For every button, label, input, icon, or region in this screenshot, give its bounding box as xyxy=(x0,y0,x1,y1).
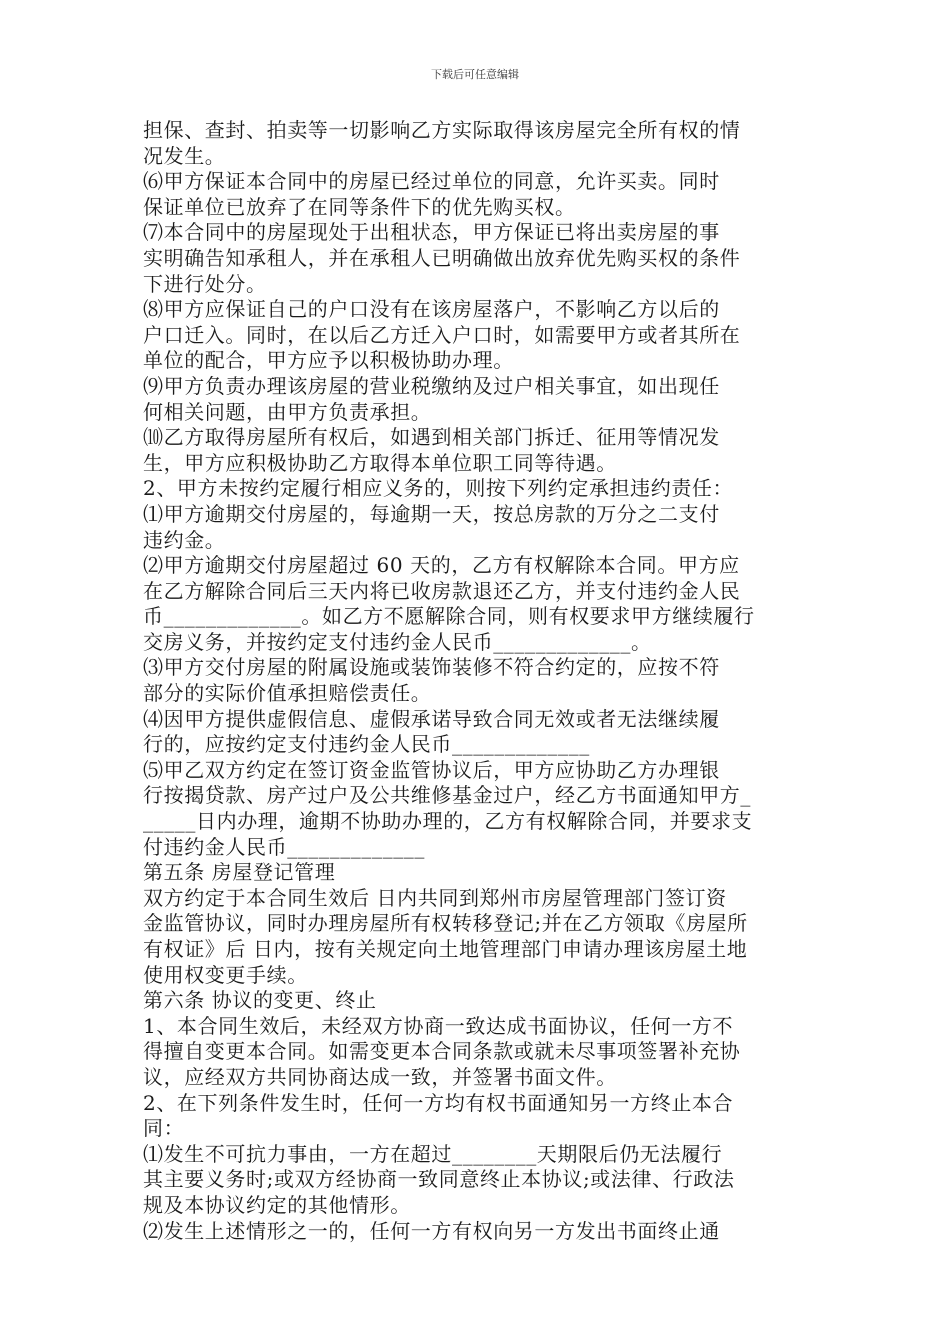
text-line: 部分的实际价值承担赔偿责任。 xyxy=(143,681,432,706)
text-line: ⑴甲方逾期交付房屋的，每逾期一天，按总房款的万分之二支付 xyxy=(143,501,720,526)
text-line: 行按揭贷款、房产过户及公共维修基金过户，经乙方书面通知甲方_ xyxy=(143,783,751,808)
text-line: 双方约定于本合同生效后 日内共同到郑州市房屋管理部门签订资 xyxy=(143,885,727,910)
text-line: 同： xyxy=(143,1116,185,1141)
text-line: ⑺本合同中的房屋现处于出租状态，甲方保证已将出卖房屋的事 xyxy=(143,220,720,245)
text-line: 交房义务，并按约定支付违约金人民币_____________。 xyxy=(143,629,652,654)
text-line: 1、本合同生效后，未经双方协商一致达成书面协议，任何一方不 xyxy=(143,1013,734,1038)
text-line: ⑸甲乙双方约定在签订资金监管协议后，甲方应协助乙方办理银 xyxy=(143,757,720,782)
section-heading: 第六条 协议的变更、终止 xyxy=(143,988,377,1013)
text-line: ⑼甲方负责办理该房屋的营业税缴纳及过户相关事宜，如出现任 xyxy=(143,373,720,398)
text-line: ⑽乙方取得房屋所有权后，如遇到相关部门拆迁、征用等情况发 xyxy=(143,425,720,450)
text-line: ⑹甲方保证本合同中的房屋已经过单位的同意，允许买卖。同时 xyxy=(143,169,720,194)
text-line: _____日内办理，逾期不协助办理的，乙方有权解除合同，并要求支 xyxy=(143,809,753,834)
text-line: 保证单位已放弃了在同等条件下的优先购买权。 xyxy=(143,194,576,219)
text-line: 规及本协议约定的其他情形。 xyxy=(143,1192,411,1217)
page-header: 下载后可任意编辑 xyxy=(431,68,519,81)
text-line: 2、甲方未按约定履行相应义务的，则按下列约定承担违约责任： xyxy=(143,476,734,501)
text-line: 户口迁入。同时，在以后乙方迁入户口时，如需要甲方或者其所在 xyxy=(143,322,741,347)
text-line: ⑵发生上述情形之一的，任何一方有权向另一方发出书面终止通 xyxy=(143,1218,720,1243)
text-line: 得擅自变更本合同。如需变更本合同条款或就未尽事项签署补充协 xyxy=(143,1039,741,1064)
text-line: ⑷因甲方提供虚假信息、虚假承诺导致合同无效或者无法继续履 xyxy=(143,706,720,731)
document-body xyxy=(143,118,808,1244)
text-line: ⑴发生不可抗力事由，一方在超过________天期限后仍无法履行 xyxy=(143,1141,723,1166)
text-line: 其主要义务时;或双方经协商一致同意终止本协议;或法律、行政法 xyxy=(143,1167,735,1192)
text-line: 币_____________。如乙方不愿解除合同，则有权要求甲方继续履行 xyxy=(143,604,755,629)
text-line: 有权证》后 日内，按有关规定向土地管理部门申请办理该房屋土地 xyxy=(143,937,748,961)
text-line: 担保、查封、拍卖等一切影响乙方实际取得该房屋完全所有权的情 xyxy=(143,118,741,142)
text-line: 实明确告知承租人，并在承租人已明确做出放弃优先购买权的条件 xyxy=(143,245,741,270)
text-line: 行的，应按约定支付违约金人民币_____________ xyxy=(143,732,590,757)
text-line: 使用权变更手续。 xyxy=(143,962,308,987)
text-line: 下进行处分。 xyxy=(143,271,267,296)
text-line: ⑻甲方应保证自己的户口没有在该房屋落户，不影响乙方以后的 xyxy=(143,297,720,322)
text-line: 况发生。 xyxy=(143,143,226,168)
text-line: 何相关问题，由甲方负责承担。 xyxy=(143,399,432,424)
text-line: ⑶甲方交付房屋的附属设施或装饰装修不符合约定的，应按不符 xyxy=(143,655,720,680)
text-line: 付违约金人民币_____________ xyxy=(143,834,425,859)
text-line: 违约金。 xyxy=(143,527,226,552)
text-line: 2、在下列条件发生时，任何一方均有权书面通知另一方终止本合 xyxy=(143,1090,734,1115)
text-line: 议，应经双方共同协商达成一致，并签署书面文件。 xyxy=(143,1064,617,1089)
text-line: ⑵甲方逾期交付房屋超过 60 天的，乙方有权解除本合同。甲方应 xyxy=(143,553,740,578)
section-heading: 第五条 房屋登记管理 xyxy=(143,860,336,885)
text-line: 金监管协议，同时办理房屋所有权转移登记;并在乙方领取《房屋所 xyxy=(143,911,748,936)
text-line: 单位的配合，甲方应予以积极协助办理。 xyxy=(143,348,514,373)
text-line: 在乙方解除合同后三天内将已收房款退还乙方，并支付违约金人民 xyxy=(143,578,741,603)
text-line: 生，甲方应积极协助乙方取得本单位职工同等待遇。 xyxy=(143,450,617,475)
